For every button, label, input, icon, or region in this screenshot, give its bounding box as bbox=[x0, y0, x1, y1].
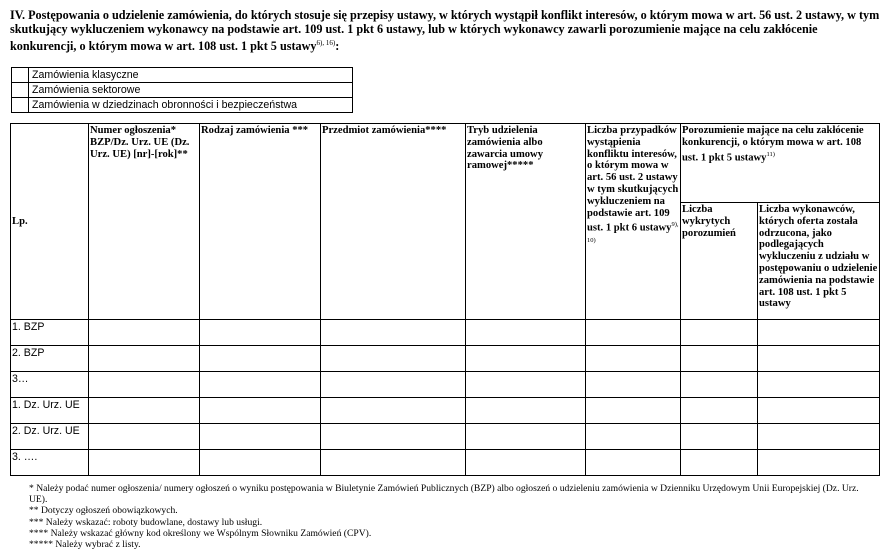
table-cell[interactable] bbox=[89, 372, 200, 398]
table-cell[interactable] bbox=[758, 450, 880, 476]
table-row bbox=[11, 320, 880, 346]
footnote: **** Należy wskazać główny kod określony we Wspólnym Słowniku Zamówień (CPV). bbox=[29, 527, 372, 539]
header-agreement-text: Porozumienie mające na celu zakłócenie konkurencji, o którym mowa w art. 108 ust. 1 pkt 5 ustawy bbox=[682, 125, 864, 164]
table-cell[interactable] bbox=[89, 398, 200, 424]
header-conflict-count bbox=[586, 124, 681, 320]
order-type-row bbox=[12, 98, 353, 113]
section-title-footnote-ref: 6), 16) bbox=[316, 39, 336, 47]
order-type-row bbox=[12, 68, 353, 83]
table-cell[interactable] bbox=[758, 398, 880, 424]
table-cell[interactable] bbox=[758, 320, 880, 346]
order-type-label: Zamówienia klasyczne bbox=[29, 68, 353, 83]
table-cell[interactable] bbox=[466, 372, 586, 398]
table-row bbox=[11, 450, 880, 476]
procedures-table bbox=[10, 123, 880, 476]
row-label: 1. Dz. Urz. UE bbox=[11, 398, 89, 424]
header-conflict-count-text: Liczba przypadków wystąpienia konfliktu interesów, o którym mowa w art. 56 ust. 2 ustawy w tym skutkujących wykluczeniem na podstawie art. 109 ust. 1 pkt 6 ustawy bbox=[587, 125, 679, 234]
row-label: 2. Dz. Urz. UE bbox=[11, 424, 89, 450]
table-cell[interactable] bbox=[758, 346, 880, 372]
table-cell[interactable] bbox=[758, 372, 880, 398]
header-lp: Lp. bbox=[11, 124, 89, 320]
header-order-type: Rodzaj zamówienia *** bbox=[200, 124, 321, 320]
header-subject: Przedmiot zamówienia**** bbox=[321, 124, 466, 320]
table-cell[interactable] bbox=[89, 450, 200, 476]
table-cell[interactable] bbox=[200, 346, 321, 372]
table-cell[interactable] bbox=[466, 398, 586, 424]
table-cell[interactable] bbox=[758, 424, 880, 450]
table-cell[interactable] bbox=[321, 320, 466, 346]
row-label: 3… bbox=[11, 372, 89, 398]
table-cell[interactable] bbox=[586, 372, 681, 398]
header-agreement-footnote-ref: 11) bbox=[766, 150, 775, 158]
section-title: IV. Postępowania o udzielenie zamówienia, do których stosuje się przepisy ustawy, w których wystąpił konflikt interesów, o którym mowa w art. 56 ust. 2 ustawy, w tym skutkujący wykluczeniem wykonawcy na podstawie art. 109 ust. 1 pkt 6 ustawy, lub w których wykonawcy zawarli porozumienie mające na celu zakłócenie konkurencji, o którym mowa w art. 108 ust. 1 pkt 5 ustawy bbox=[10, 8, 880, 54]
footnotes bbox=[29, 483, 859, 550]
table-row bbox=[11, 424, 880, 450]
table-cell[interactable] bbox=[466, 320, 586, 346]
table-header-row bbox=[11, 124, 880, 203]
table-cell[interactable] bbox=[200, 398, 321, 424]
footnote: ***** Należy wybrać z listy. bbox=[29, 539, 141, 551]
order-type-row bbox=[12, 83, 353, 98]
table-cell[interactable] bbox=[586, 346, 681, 372]
table-cell[interactable] bbox=[200, 424, 321, 450]
table-cell[interactable] bbox=[681, 346, 758, 372]
footnote: * Należy podać numer ogłoszenia/ numery ogłoszeń o wyniku postępowania w Biuletynie Zamówień Publicznych (BZP) albo ogłoszeń o udzieleniu zamówienia w Dzienniku Urzędowym Unii Europejskiej (Dz. Urz. UE). bbox=[29, 483, 859, 506]
table-cell[interactable] bbox=[321, 346, 466, 372]
order-type-checkbox[interactable] bbox=[12, 98, 29, 113]
table-cell[interactable] bbox=[466, 450, 586, 476]
table-cell[interactable] bbox=[681, 450, 758, 476]
table-cell[interactable] bbox=[89, 320, 200, 346]
header-agreements-detected: Liczba wykrytych porozumień bbox=[681, 203, 758, 320]
table-cell[interactable] bbox=[466, 424, 586, 450]
table-cell[interactable] bbox=[321, 372, 466, 398]
order-type-checkbox[interactable] bbox=[12, 68, 29, 83]
header-procedure-mode: Tryb udzielenia zamówienia albo zawarcia umowy ramowej***** bbox=[466, 124, 586, 320]
table-cell[interactable] bbox=[681, 320, 758, 346]
section-title-colon: : bbox=[335, 39, 340, 54]
table-cell[interactable] bbox=[681, 424, 758, 450]
table-cell[interactable] bbox=[586, 398, 681, 424]
table-cell[interactable] bbox=[200, 450, 321, 476]
table-cell[interactable] bbox=[321, 450, 466, 476]
header-conflict-footnote-ref: 9), 10) bbox=[587, 221, 679, 244]
table-row bbox=[11, 346, 880, 372]
table-cell[interactable] bbox=[681, 398, 758, 424]
order-type-label: Zamówienia w dziedzinach obronności i bezpieczeństwa bbox=[29, 98, 353, 113]
row-label: 1. BZP bbox=[11, 320, 89, 346]
table-cell[interactable] bbox=[681, 372, 758, 398]
table-cell[interactable] bbox=[586, 450, 681, 476]
table-cell[interactable] bbox=[321, 398, 466, 424]
header-contractors-excluded: Liczba wykonawców, których oferta została odrzucona, jako podlegających wykluczeniu z udziału w postępowaniu o udzielenie zamówienia na podstawie art. 108 ust. 1 pkt 5 ustawy bbox=[758, 203, 880, 320]
header-notice-number: Numer ogłoszenia* BZP/Dz. Urz. UE (Dz. Urz. UE) [nr]-[rok]** bbox=[89, 124, 200, 320]
table-row bbox=[11, 372, 880, 398]
table-row bbox=[11, 398, 880, 424]
row-label: 3. …. bbox=[11, 450, 89, 476]
table-cell[interactable] bbox=[321, 424, 466, 450]
order-type-checklist bbox=[11, 67, 353, 113]
table-cell[interactable] bbox=[586, 320, 681, 346]
footnote: *** Należy wskazać: roboty budowlane, dostawy lub usługi. bbox=[29, 516, 263, 528]
table-cell[interactable] bbox=[89, 346, 200, 372]
table-cell[interactable] bbox=[586, 424, 681, 450]
section-heading bbox=[10, 8, 880, 53]
table-cell[interactable] bbox=[89, 424, 200, 450]
table-cell[interactable] bbox=[466, 346, 586, 372]
header-agreement bbox=[681, 124, 880, 203]
footnote: ** Dotyczy ogłoszeń obowiązkowych. bbox=[29, 505, 178, 517]
table-cell[interactable] bbox=[200, 320, 321, 346]
row-label: 2. BZP bbox=[11, 346, 89, 372]
order-type-checkbox[interactable] bbox=[12, 83, 29, 98]
table-cell[interactable] bbox=[200, 372, 321, 398]
order-type-label: Zamówienia sektorowe bbox=[29, 83, 353, 98]
